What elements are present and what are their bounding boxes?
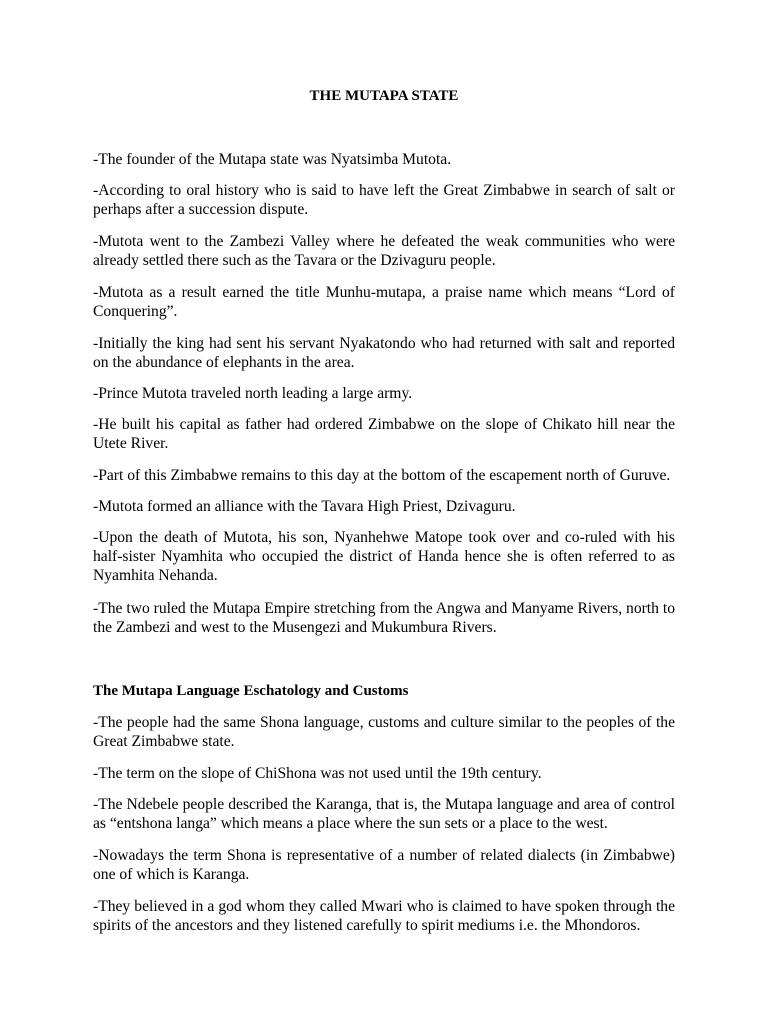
section-heading: The Mutapa Language Eschatology and Customs — [93, 683, 409, 699]
paragraph: -The Ndebele people described the Karanga, that is, the Mutapa language and area of control as “entshona langa” which means a place where the sun sets or a place to the west. — [93, 796, 675, 832]
paragraph: -According to oral history who is said to have left the Great Zimbabwe in search of salt or perhaps after a succession dispute. — [93, 182, 675, 218]
document-title: THE MUTAPA STATE — [309, 88, 459, 104]
paragraph: -He built his capital as father had ordered Zimbabwe on the slope of Chikato hill near the Utete River. — [93, 416, 675, 452]
paragraph: -The term on the slope of ChiShona was not used until the 19th century. — [93, 765, 542, 782]
paragraph: -Mutota formed an alliance with the Tavara High Priest, Dzivaguru. — [93, 498, 516, 515]
paragraph: -The people had the same Shona language, customs and culture similar to the peoples of the Great Zimbabwe state. — [93, 714, 675, 750]
paragraph: -They believed in a god whom they called Mwari who is claimed to have spoken through the spirits of the ancestors and they listened carefully to spirit mediums i.e. the Mhondoros. — [93, 898, 675, 934]
paragraph: -Prince Mutota traveled north leading a large army. — [93, 385, 413, 402]
paragraph: -The two ruled the Mutapa Empire stretching from the Angwa and Manyame Rivers, north to the Zambezi and west to the Musengezi and Mukumbura Rivers. — [93, 600, 675, 636]
paragraph: -Mutota as a result earned the title Munhu-mutapa, a praise name which means “Lord of Conquering”. — [93, 284, 675, 320]
paragraph: -Mutota went to the Zambezi Valley where he defeated the weak communities who were already settled there such as the Tavara or the Dzivaguru people. — [93, 233, 675, 269]
paragraph: -The founder of the Mutapa state was Nyatsimba Mutota. — [93, 151, 452, 168]
paragraph: -Upon the death of Mutota, his son, Nyanhehwe Matope took over and co-ruled with his half-sister Nyamhita who occupied the district of Handa hence she is often referred to as Nyamhita Nehanda. — [93, 529, 675, 584]
paragraph: -Part of this Zimbabwe remains to this day at the bottom of the escapement north of Guruve. — [93, 467, 671, 484]
paragraph: -Nowadays the term Shona is representative of a number of related dialects (in Zimbabwe) one of which is Karanga. — [93, 847, 675, 883]
paragraph: -Initially the king had sent his servant Nyakatondo who had returned with salt and reported on the abundance of elephants in the area. — [93, 335, 675, 371]
